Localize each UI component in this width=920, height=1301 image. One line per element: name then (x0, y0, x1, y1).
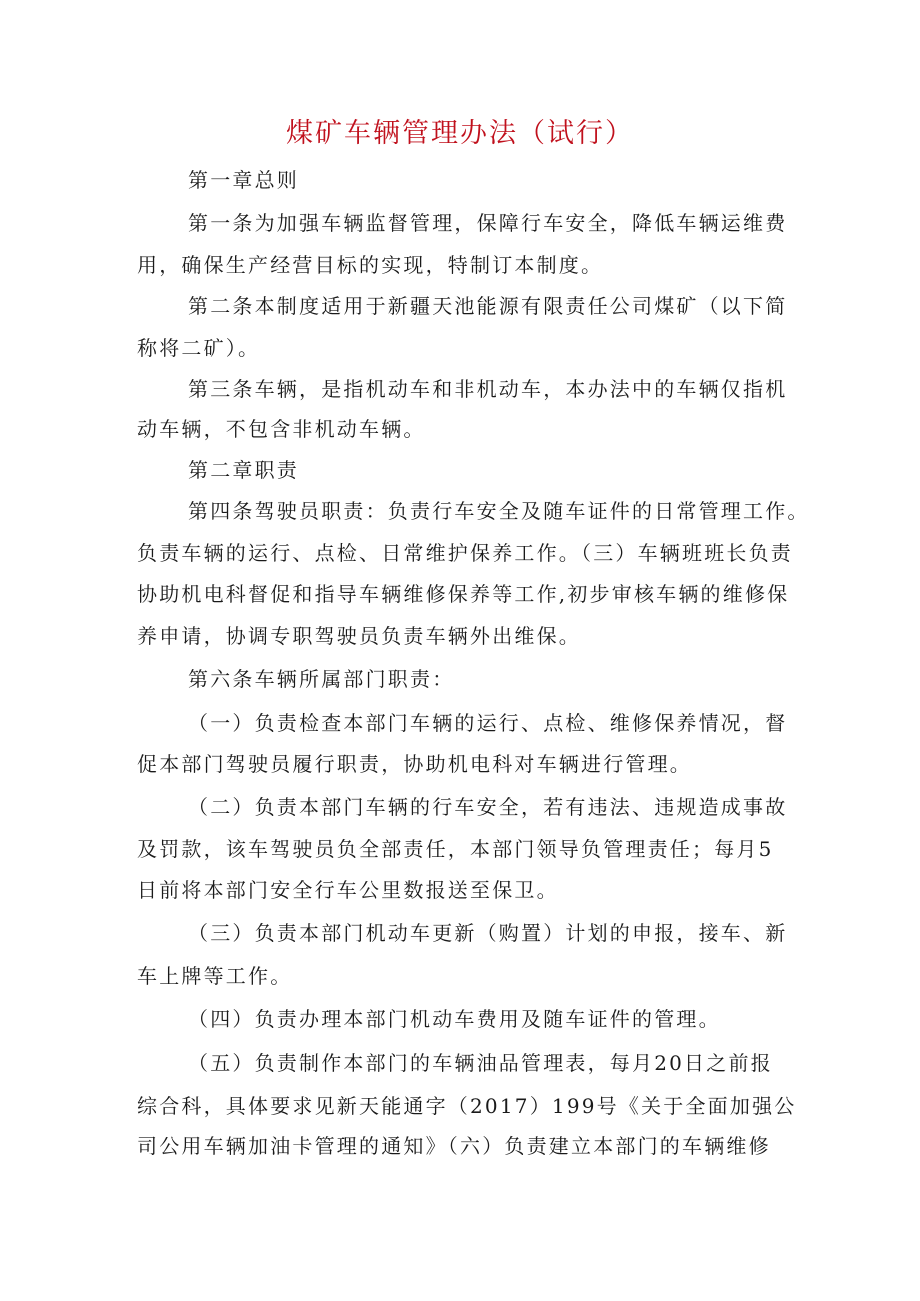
chapter-heading: 第二章职责 (188, 458, 299, 482)
paragraph-line: 协助机电科督促和指导车辆维修保养等工作,初步审核车辆的维修保 (137, 582, 790, 606)
paragraph-line: 司公用车辆加油卡管理的通知》（六）负责建立本部门的车辆维修 (137, 1134, 771, 1158)
paragraph-line: 及罚款，该车驾驶员负全部责任，本部门领导负管理责任；每月5 (137, 837, 774, 861)
paragraph-line: （二）负责本部门车辆的行车安全，若有违法、违规造成事故 (188, 795, 788, 819)
paragraph-line: 综合科，具体要求见新天能通字（2017）199号《关于全面加强公 (137, 1094, 797, 1118)
paragraph-line: 称将二矿）。 (137, 336, 261, 360)
paragraph-line: （四）负责办理本部门机动车费用及随车证件的管理。 (188, 1007, 721, 1031)
paragraph-line: 第三条车辆，是指机动车和非机动车，本办法中的车辆仅指机 (188, 377, 788, 401)
paragraph-line: 第二条本制度适用于新疆天池能源有限责任公司煤矿（以下简 (188, 294, 788, 318)
paragraph-line: 养申请，协调专职驾驶员负责车辆外出维保。 (137, 624, 581, 648)
paragraph-line: （一）负责检查本部门车辆的运行、点检、维修保养情况，督 (188, 711, 788, 735)
paragraph-line: 车上牌等工作。 (137, 964, 293, 988)
paragraph-line: （五）负责制作本部门的车辆油品管理表，每月20日之前报 (188, 1051, 773, 1075)
paragraph-line: 促本部门驾驶员履行职责，协助机电科对车辆进行管理。 (137, 752, 692, 776)
paragraph-line: 动车辆，不包含非机动车辆。 (137, 417, 426, 441)
paragraph-line: 用，确保生产经营目标的实现，特制订本制度。 (137, 253, 604, 277)
paragraph-line: （三）负责本部门机动车更新（购置）计划的申报，接车、新 (188, 921, 788, 945)
paragraph-line: 负责车辆的运行、点检、日常维护保养工作。（三）车辆班班长负责 (137, 541, 793, 565)
paragraph-line: 日前将本部门安全行车公里数报送至保卫。 (137, 878, 559, 902)
paragraph-line: 第六条车辆所属部门职责： (188, 667, 455, 691)
document-title: 煤矿车辆管理办法（试行） (286, 118, 634, 149)
paragraph-line: 第一条为加强车辆监督管理，保障行车安全，降低车辆运维费 (188, 211, 788, 235)
paragraph-line: 第四条驾驶员职责：负责行车安全及随车证件的日常管理工作。 (188, 499, 810, 523)
chapter-heading: 第一章总则 (188, 168, 299, 192)
